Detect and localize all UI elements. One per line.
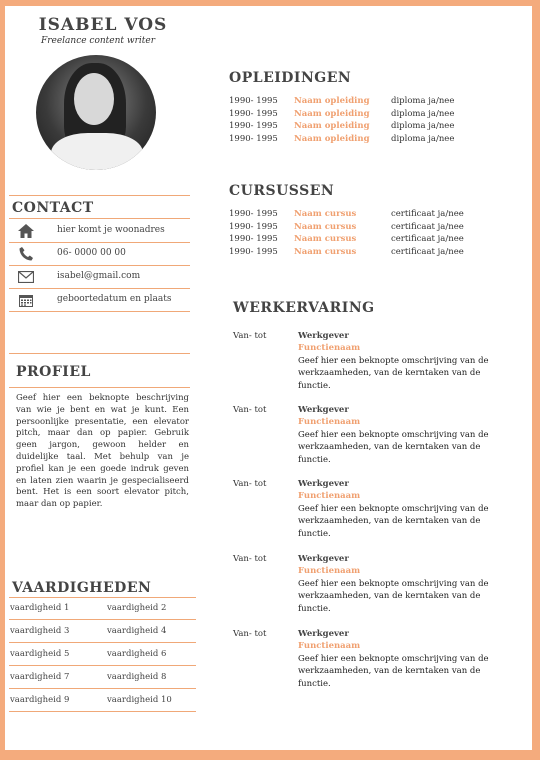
course-row [229,209,509,221]
experience-description: Geef hier een beknopte omschrijving van de werkzaamheden, van de kerntaken van de functie. [298,579,489,614]
education-diploma: diploma ja/nee [391,121,455,131]
education-row [229,121,509,133]
experience-period: Van- tot [233,331,267,341]
address-text: hier komt je woonadres [57,225,165,235]
divider [9,387,190,388]
skills-heading: VAARDIGHEDEN [12,580,152,596]
divider [9,711,196,712]
education-name: Naam opleiding [294,121,370,131]
education-name: Naam opleiding [294,96,370,106]
contact-phone [9,243,190,265]
courses-heading: CURSUSSEN [229,183,335,199]
course-years: 1990- 1995 [229,222,278,232]
education-years: 1990- 1995 [229,96,278,106]
experience-employer: Werkgever [298,554,349,564]
experience-period: Van- tot [233,554,267,564]
birth-text: geboortedatum en plaats [57,294,172,304]
job-title: Freelance content writer [40,36,156,46]
course-row [229,234,509,246]
home-icon [15,222,37,240]
education-heading: OPLEIDINGEN [229,70,352,86]
education-row [229,96,509,108]
email-text: isabel@gmail.com [57,271,141,281]
divider [9,597,196,598]
experience-employer: Werkgever [298,405,349,415]
profile-photo [36,55,156,170]
course-certificate: certificaat ja/nee [391,222,464,232]
divider [9,688,196,689]
skill-item: vaardigheid 2 [107,603,167,613]
profile-text: Geef hier een beknopte beschrijving van wie je bent en wat je kunt. Een persoonlijke presentatie, een elevator pitch, maar dan op papier. Gebruik geen jargon, gewoon helder en duidelijke taal. Met behulp van je profiel kan je een goede indruk geven en laten zien waarin je gespecialiseerd bent. Het is een soort elevator pitch, maar dan op papier. [16,393,189,510]
divider [9,619,196,620]
skill-item: vaardigheid 6 [107,649,167,659]
education-row [229,134,509,146]
experience-function: Functienaam [298,566,361,576]
experience-period: Van- tot [233,479,267,489]
skill-item: vaardigheid 1 [10,603,70,613]
education-years: 1990- 1995 [229,109,278,119]
experience-heading: WERKERVARING [233,300,375,316]
experience-employer: Werkgever [298,331,349,341]
contact-birth [9,289,190,311]
divider [9,353,190,354]
phone-icon [15,245,37,263]
skill-item: vaardigheid 3 [10,626,70,636]
skill-item: vaardigheid 7 [10,672,70,682]
education-name: Naam opleiding [294,109,370,119]
person-name: ISABEL VOS [38,15,168,35]
divider [9,311,190,312]
divider [9,218,190,219]
divider [9,665,196,666]
experience-employer: Werkgever [298,479,349,489]
experience-function: Functienaam [298,417,361,427]
education-name: Naam opleiding [294,134,370,144]
experience-description: Geef hier een beknopte omschrijving van de werkzaamheden, van de kerntaken van de functie. [298,654,489,689]
course-certificate: certificaat ja/nee [391,234,464,244]
skill-item: vaardigheid 9 [10,695,70,705]
experience-function: Functienaam [298,641,361,651]
phone-text: 06- 0000 00 00 [57,248,126,258]
skill-item: vaardigheid 8 [107,672,167,682]
education-years: 1990- 1995 [229,121,278,131]
course-years: 1990- 1995 [229,234,278,244]
education-row [229,109,509,121]
experience-description: Geef hier een beknopte omschrijving van de werkzaamheden, van de kerntaken van de functie. [298,356,489,391]
course-row [229,247,509,259]
experience-period: Van- tot [233,629,267,639]
education-years: 1990- 1995 [229,134,278,144]
mail-icon [15,268,37,286]
skill-item: vaardigheid 4 [107,626,167,636]
experience-function: Functienaam [298,491,361,501]
course-name: Naam cursus [294,234,357,244]
education-diploma: diploma ja/nee [391,96,455,106]
contact-heading: CONTACT [12,200,94,216]
experience-description: Geef hier een beknopte omschrijving van de werkzaamheden, van de kerntaken van de functie. [298,430,489,465]
course-name: Naam cursus [294,222,357,232]
contact-address [9,220,190,242]
experience-description: Geef hier een beknopte omschrijving van de werkzaamheden, van de kerntaken van de functie. [298,504,489,539]
divider [9,195,190,196]
course-name: Naam cursus [294,209,357,219]
course-years: 1990- 1995 [229,209,278,219]
skill-item: vaardigheid 10 [107,695,172,705]
course-name: Naam cursus [294,247,357,257]
calendar-icon [15,291,37,309]
profile-heading: PROFIEL [16,364,91,380]
skill-item: vaardigheid 5 [10,649,70,659]
experience-function: Functienaam [298,343,361,353]
course-certificate: certificaat ja/nee [391,247,464,257]
course-years: 1990- 1995 [229,247,278,257]
cv-page [5,6,532,750]
divider [9,642,196,643]
experience-employer: Werkgever [298,629,349,639]
education-diploma: diploma ja/nee [391,109,455,119]
course-row [229,222,509,234]
education-diploma: diploma ja/nee [391,134,455,144]
contact-email [9,266,190,288]
course-certificate: certificaat ja/nee [391,209,464,219]
experience-period: Van- tot [233,405,267,415]
